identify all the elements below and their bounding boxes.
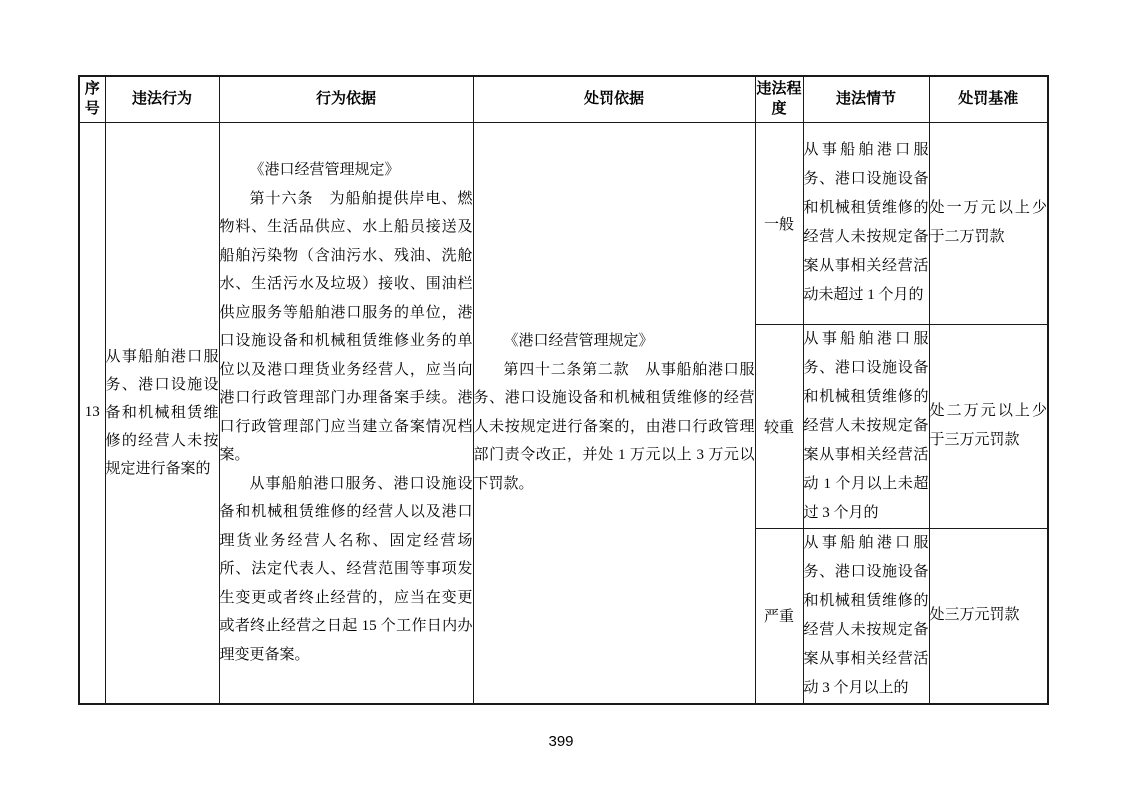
penalty-basis-para1: 第四十二条第二款 从事船舶港口服务、港口设施设备和机械租赁维修的经营人未按规定进行备案的，由港口行政管理部门责令改正，并处 1 万元以上 3 万元以下罚款。: [473, 361, 755, 492]
cell-degree-severe: 严重: [755, 528, 803, 704]
behavior-basis-para1: 第十六条 为船舶提供岸电、燃物料、生活品供应、水上船员接送及船舶污染物（含油污水、残油、洗舱水、生活污水及垃圾）接收、围油栏供应服务等船舶港口服务的单位，港口设施设备和机械租赁维修业务的单位以及港口理货业务经营人，应当向港口行政管理部门办理备案手续。港口行政管理部门应当建立备案情况档案。: [219, 190, 473, 463]
cell-circumstance-general: 从事船舶港口服务、港口设施设备和机械租赁维修的经营人未按规定备案从事相关经营活动未超过 1 个月的: [803, 122, 929, 324]
penalty-basis-title: 《港口经营管理规定》: [503, 333, 654, 349]
cell-seq: 13: [79, 122, 105, 704]
header-circumstance: 违法情节: [803, 76, 929, 122]
cell-standard-severe: 处三万元罚款: [929, 528, 1048, 704]
header-standard: 处罚基准: [929, 76, 1048, 122]
header-behavior: 违法行为: [105, 76, 219, 122]
cell-degree-heavier: 较重: [755, 324, 803, 528]
header-degree: 违法程度: [755, 76, 803, 122]
cell-standard-general: 处一万元以上少于二万罚款: [929, 122, 1048, 324]
cell-behavior-basis: [219, 122, 473, 704]
header-seq: 序号: [79, 76, 105, 122]
table-row: [79, 122, 1048, 324]
behavior-basis-title: 《港口经营管理规定》: [249, 162, 400, 178]
cell-degree-general: 一般: [755, 122, 803, 324]
header-penalty-basis: 处罚依据: [473, 76, 755, 122]
cell-penalty-basis: [473, 122, 755, 704]
cell-circumstance-heavier: 从事船舶港口服务、港口设施设备和机械租赁维修的经营人未按规定备案从事相关经营活动 1 个月以上未超过 3 个月的: [803, 324, 929, 528]
page-number: 399: [548, 733, 574, 750]
cell-circumstance-severe: 从事船舶港口服务、港口设施设备和机械租赁维修的经营人未按规定备案从事相关经营活动 3 个月以上的: [803, 528, 929, 704]
cell-behavior: 从事船舶港口服务、港口设施设备和机械租赁维修的经营人未按规定进行备案的: [105, 122, 219, 704]
header-behavior-basis: 行为依据: [219, 76, 473, 122]
cell-standard-heavier: 处二万元以上少于三万元罚款: [929, 324, 1048, 528]
penalty-regulation-table: [78, 75, 1049, 705]
table-header-row: [79, 76, 1048, 122]
behavior-basis-para2: 从事船舶港口服务、港口设施设备和机械租赁维修的经营人以及港口理货业务经营人名称、固定经营场所、法定代表人、经营范围等事项发生变更或者终止经营的，应当在变更或者终止经营之日起 15 个工作日内办理变更备案。: [219, 475, 473, 663]
